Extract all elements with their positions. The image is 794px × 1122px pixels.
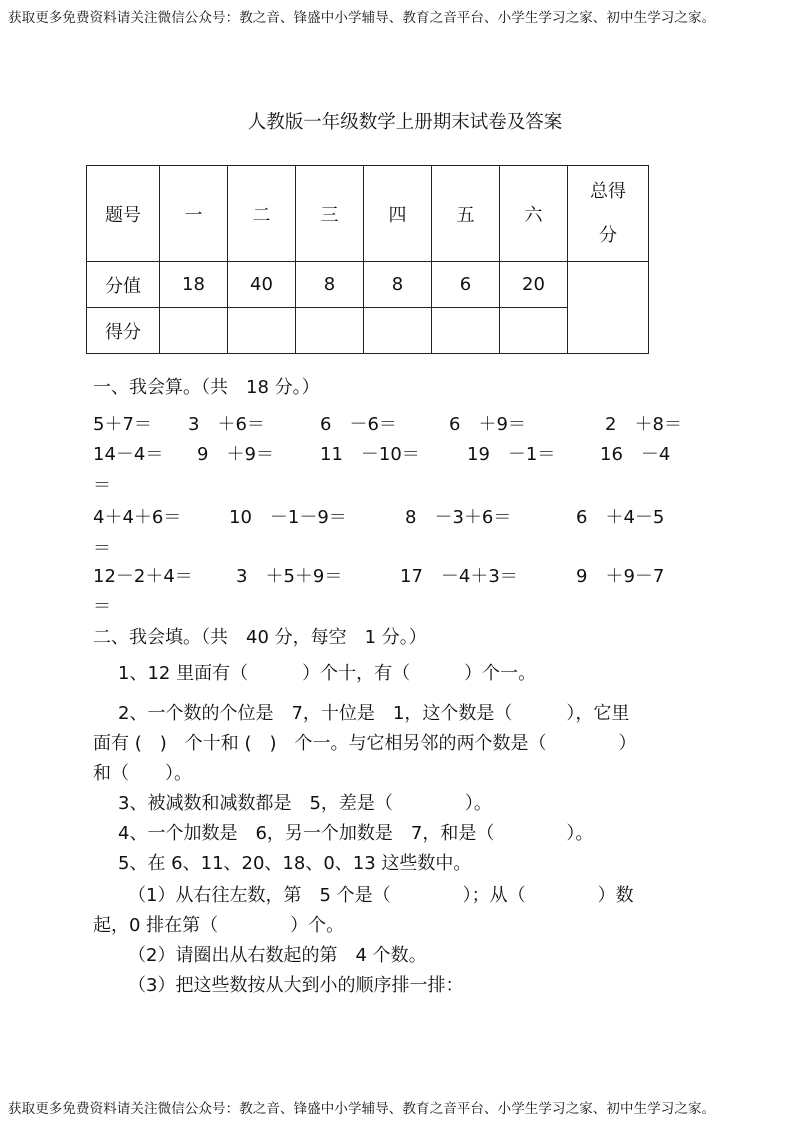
calc-item: 2 ＋8＝ [605, 414, 682, 435]
total-line-1: 总得 [590, 180, 626, 202]
header-cell: 五 [432, 166, 500, 262]
calc-item: 9 ＋9＝ [197, 444, 274, 465]
total-score-header [568, 166, 649, 262]
score-value: 20 [500, 262, 568, 308]
calc-item: 4＋4＋6＝ [93, 507, 182, 528]
calc-item: 12－2＋4＝ [93, 566, 193, 587]
calc-item: 8 －3＋6＝ [405, 507, 512, 528]
got-score-cell [296, 308, 364, 354]
calc-item: ＝ [93, 596, 111, 617]
calc-item: 10 －1－9＝ [229, 507, 347, 528]
score-table [86, 165, 649, 354]
got-score-cell [364, 308, 432, 354]
section2-heading: 二、我会填。（共 40 分，每空 1 分。） [93, 627, 427, 648]
score-value: 8 [364, 262, 432, 308]
calc-item: ＝ [93, 538, 111, 559]
table-row-got-score [87, 308, 649, 354]
calc-item: 14－4＝ [93, 444, 164, 465]
calc-item: 6 ＋4－5 [576, 507, 665, 528]
header-cell: 六 [500, 166, 568, 262]
got-score-cell [160, 308, 228, 354]
question-5-3: （3）把这些数按从大到小的顺序排一排： [128, 975, 464, 996]
total-line-2: 分 [599, 224, 617, 246]
score-value: 6 [432, 262, 500, 308]
calc-item: 6 ＋9＝ [449, 414, 526, 435]
question-5-1-line-1: （1）从右往左数，第 5 个是（ ）；从（ ）数 [128, 885, 634, 906]
calc-item: 5＋7＝ [93, 414, 152, 435]
got-score-cell [432, 308, 500, 354]
calc-item: 3 ＋5＋9＝ [236, 566, 343, 587]
question-5: 5、在 6、11、20、18、0、13 这些数中。 [118, 853, 472, 874]
question-3: 3、被减数和减数都是 5，差是（ ）。 [118, 793, 492, 814]
promo-banner-top: 获取更多免费资料请关注微信公众号：教之音、锋盛中小学辅导、教育之音平台、小学生学习之家、初中生学习之家。 [8, 10, 716, 26]
calc-item: 17 －4＋3＝ [400, 566, 518, 587]
calc-item: 3 ＋6＝ [188, 414, 265, 435]
question-5-2: （2）请圈出从右数起的第 4 个数。 [128, 945, 427, 966]
score-value: 40 [228, 262, 296, 308]
row-label: 分值 [87, 262, 160, 308]
header-cell: 题号 [87, 166, 160, 262]
row-label: 得分 [87, 308, 160, 354]
question-4: 4、一个加数是 6，另一个加数是 7，和是（ ）。 [118, 823, 594, 844]
calc-item: 19 －1＝ [467, 444, 556, 465]
calc-item: 11 －10＝ [320, 444, 420, 465]
question-1: 1、12 里面有（ ）个十，有（ ）个一。 [118, 663, 537, 684]
header-cell: 三 [296, 166, 364, 262]
calc-item: 9 ＋9－7 [576, 566, 665, 587]
total-score-cell [568, 262, 649, 354]
header-cell: 二 [228, 166, 296, 262]
section1-heading: 一、我会算。（共 18 分。） [93, 377, 320, 398]
page-title: 人教版一年级数学上册期末试卷及答案 [247, 112, 563, 133]
score-value: 18 [160, 262, 228, 308]
header-cell: 一 [160, 166, 228, 262]
question-2-line-2: 面有 ( ) 个十和 ( ) 个一。与它相另邻的两个数是（ ） [93, 733, 637, 754]
got-score-cell [500, 308, 568, 354]
calc-item: 6 －6＝ [320, 414, 397, 435]
table-row-header [87, 166, 649, 262]
score-value: 8 [296, 262, 364, 308]
question-2-line-3: 和（ ）。 [93, 763, 192, 784]
question-5-1-line-2: 起，0 排在第（ ）个。 [93, 915, 345, 936]
got-score-cell [228, 308, 296, 354]
header-cell: 四 [364, 166, 432, 262]
question-2-line-1: 2、一个数的个位是 7，十位是 1，这个数是（ ），它里 [118, 703, 630, 724]
promo-banner-bottom: 获取更多免费资料请关注微信公众号：教之音、锋盛中小学辅导、教育之音平台、小学生学习之家、初中生学习之家。 [8, 1101, 716, 1117]
calc-item: 16 －4 [600, 444, 671, 465]
table-row-score-values [87, 262, 649, 308]
calc-item: ＝ [93, 475, 111, 496]
